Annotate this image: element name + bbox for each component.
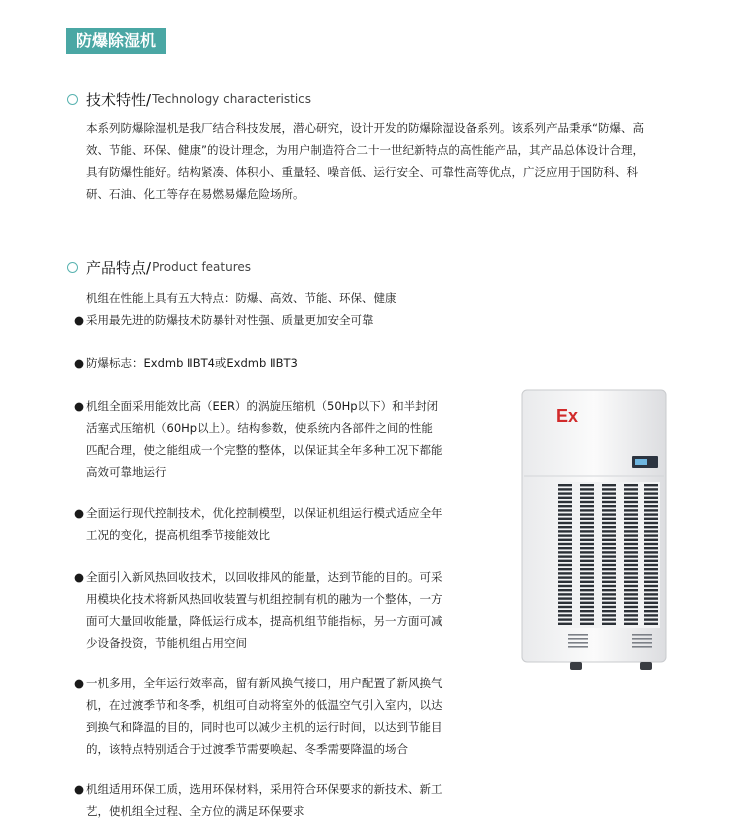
product-heading-cn: 产品特点/: [86, 258, 152, 277]
dehumidifier-product-image: [520, 388, 668, 678]
tech-heading-cn: 技术特性/: [86, 90, 152, 109]
feature-item: [74, 309, 374, 331]
caster-wheel-icon: [570, 662, 652, 670]
feature-item: [74, 352, 298, 374]
bullet-icon: ●: [74, 570, 85, 584]
bullet-icon: ●: [74, 313, 85, 327]
product-heading-en: Product features: [152, 260, 252, 274]
feature-text: 面可大量回收能量，降低运行成本，提高机组节能指标，另一方面可减: [86, 614, 443, 628]
feature-item: [74, 566, 443, 654]
feature-text: 机组全面采用能效比高（EER）的涡旋压缩机（50Hp以下）和半封闭: [86, 399, 439, 413]
circle-bullet-icon: [67, 94, 78, 105]
feature-item: [74, 395, 443, 483]
bullet-icon: ●: [74, 676, 85, 690]
air-grille-icon: [556, 482, 660, 628]
tech-heading-en: Technology characteristics: [152, 92, 312, 106]
feature-item: [74, 672, 443, 760]
tech-line: 具有防爆性能好。结构紧凑、体积小、重量轻、噪音低、运行安全、可靠性高等优点，广泛应用于国防科、科: [86, 165, 638, 179]
feature-text: 采用最先进的防爆技术防暴针对性强、质量更加安全可靠: [86, 313, 374, 327]
feature-text: 用模块化技术将新风热回收装置与机组控制有机的融为一个整体，一方: [86, 592, 443, 606]
tech-paragraph: [86, 117, 644, 205]
bullet-icon: ●: [74, 356, 85, 370]
feature-text: 机，在过渡季节和冬季，机组可自动将室外的低温空气引入室内，以达: [86, 698, 443, 712]
feature-text: 匹配合理，使之能组成一个完整的整体，以保证其全年多种工况下都能: [86, 443, 443, 457]
ex-label: Ex: [556, 406, 579, 426]
bullet-icon: ●: [74, 399, 85, 413]
page-title: 防爆除湿机: [66, 28, 166, 54]
circle-bullet-icon: [67, 262, 78, 273]
feature-item: [74, 778, 443, 822]
feature-text: 防爆标志：Exdmb ⅡBT4或Exdmb ⅡBT3: [86, 356, 298, 370]
feature-text: 机组适用环保工质，选用环保材料，采用符合环保要求的新技术、新工: [86, 782, 443, 796]
bullet-icon: ●: [74, 506, 85, 520]
tech-line: 效、节能、环保、健康”的设计理念，为用户制造符合二十一世纪新特点的高性能产品，其产品总体设计合理，: [86, 143, 644, 157]
tech-line: 本系列防爆除湿机是我厂结合科技发展，潜心研究，设计开发的防爆除湿设备系列。该系列产品秉承“防爆、高: [86, 121, 644, 135]
feature-text: 全面引入新风热回收技术，以回收排风的能量，达到节能的目的。可采: [86, 570, 443, 584]
product-intro: 机组在性能上具有五大特点：防爆、高效、节能、环保、健康: [86, 291, 397, 305]
tech-section-heading: [67, 88, 311, 110]
feature-text: 活塞式压缩机（60Hp以上）。结构参数，使系统内各部件之间的性能: [86, 421, 433, 435]
feature-text: 全面运行现代控制技术，优化控制模型，以保证机组运行模式适应全年: [86, 506, 443, 520]
feature-text: 高效可靠地运行: [86, 465, 167, 479]
feature-text: 一机多用，全年运行效率高，留有新风换气接口，用户配置了新风换气: [86, 676, 443, 690]
feature-text: 工况的变化，提高机组季节接能效比: [86, 528, 270, 542]
feature-item: [74, 502, 443, 546]
feature-text: 的，该特点特别适合于过渡季节需要唤起、冬季需要降温的场合: [86, 742, 408, 756]
feature-text: 艺，使机组全过程、全方位的满足环保要求: [86, 804, 305, 818]
feature-text: 少设备投资，节能机组占用空间: [86, 636, 247, 650]
bullet-icon: ●: [74, 782, 85, 796]
feature-text: 到换气和降温的目的，同时也可以减少主机的运行时间，以达到节能目: [86, 720, 443, 734]
tech-line: 研、石油、化工等存在易燃易爆危险场所。: [86, 187, 305, 201]
product-section-heading: [67, 256, 251, 278]
